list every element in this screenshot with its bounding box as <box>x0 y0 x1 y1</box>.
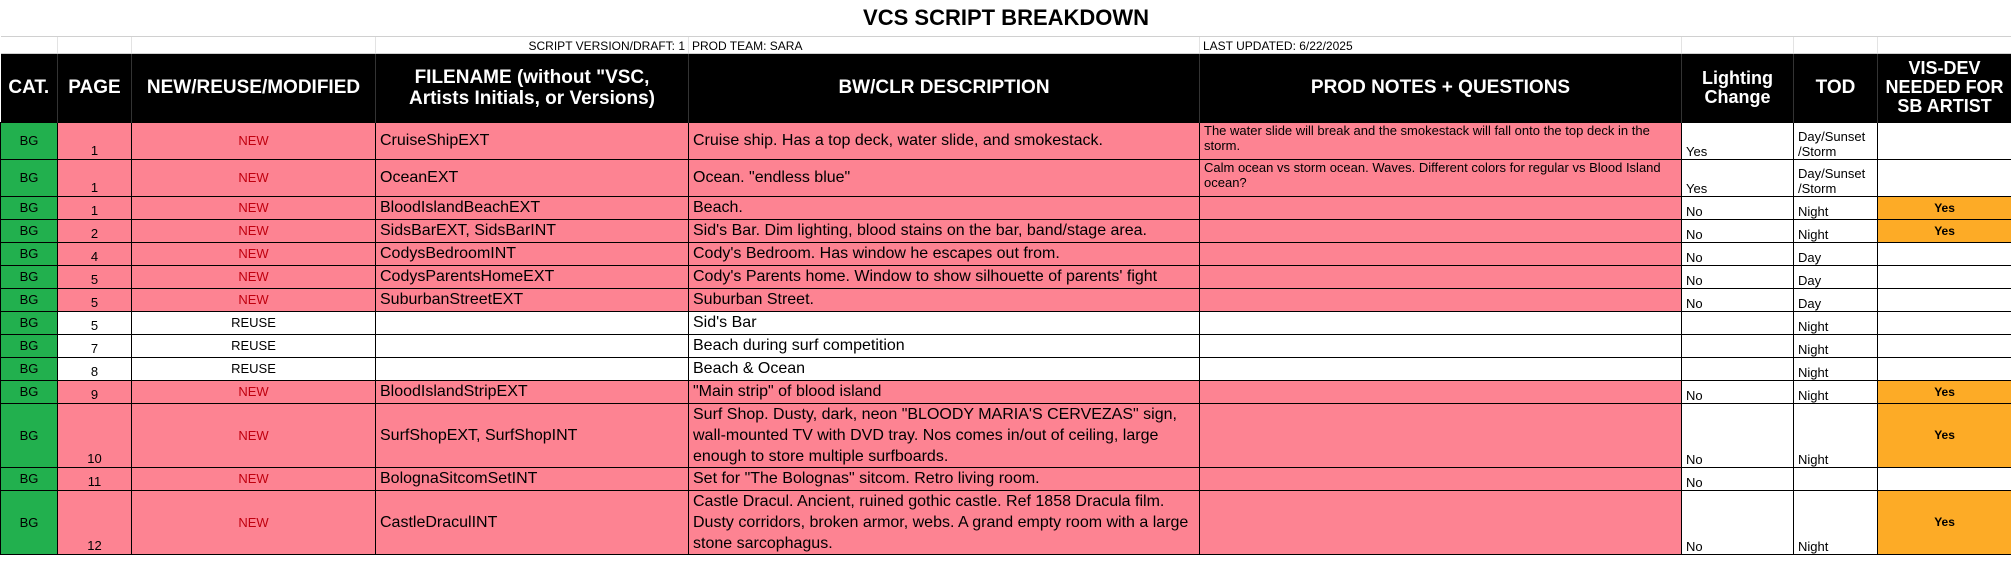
last-updated[interactable]: LAST UPDATED: 6/22/2025 <box>1200 36 1682 53</box>
cell-category[interactable]: BG <box>1 219 58 242</box>
cell-notes[interactable] <box>1200 490 1682 554</box>
header-lighting[interactable] <box>1682 53 1794 122</box>
cell-filename[interactable] <box>376 311 689 334</box>
cell-tod[interactable]: Night <box>1794 357 1878 380</box>
cell-lighting-change[interactable]: Yes <box>1682 122 1794 159</box>
table-row <box>1 265 2011 288</box>
cell-visdev[interactable] <box>1878 357 2011 380</box>
cell-visdev[interactable]: Yes <box>1878 403 2011 467</box>
cell-category[interactable]: BG <box>1 357 58 380</box>
table-row <box>1 490 2011 554</box>
cell-tod[interactable]: Day/Sunset /Storm <box>1794 159 1878 196</box>
cell-visdev[interactable] <box>1878 122 2011 159</box>
cell-category[interactable]: BG <box>1 242 58 265</box>
cell-category[interactable]: BG <box>1 196 58 219</box>
cell-page[interactable]: 11 <box>58 467 132 490</box>
cell-visdev[interactable] <box>1878 265 2011 288</box>
cell-category[interactable]: BG <box>1 334 58 357</box>
cell-description[interactable]: Ocean. "endless blue" <box>689 159 1200 196</box>
table-row <box>1 380 2011 403</box>
cell-status[interactable]: REUSE <box>132 311 376 334</box>
header-filename-line2: Artists Initials, or Versions) <box>408 87 656 109</box>
table-row <box>1 219 2011 242</box>
header-cat[interactable]: CAT. <box>1 53 58 122</box>
cell-description[interactable]: Cody's Parents home. Window to show silhouette of parents' fight <box>689 265 1200 288</box>
cell-lighting-change[interactable]: No <box>1682 490 1794 554</box>
cell-filename[interactable]: BolognaSitcomSetINT <box>376 467 689 490</box>
cell-category[interactable]: BG <box>1 467 58 490</box>
table-row <box>1 334 2011 357</box>
cell-status[interactable]: NEW <box>132 288 376 311</box>
header-notes[interactable]: PROD NOTES + QUESTIONS <box>1200 53 1682 122</box>
cell-filename[interactable] <box>376 334 689 357</box>
cell-notes[interactable] <box>1200 357 1682 380</box>
cell-tod[interactable]: Day/Sunset /Storm <box>1794 122 1878 159</box>
cell-description[interactable]: Beach during surf competition <box>689 334 1200 357</box>
header-visdev-line3: SB ARTIST <box>1897 96 1992 116</box>
cell-status[interactable]: NEW <box>132 159 376 196</box>
meta-cell[interactable] <box>1794 36 1878 53</box>
cell-category[interactable]: BG <box>1 490 58 554</box>
cell-status[interactable]: NEW <box>132 196 376 219</box>
cell-description[interactable]: Cruise ship. Has a top deck, water slide, and smokestack. <box>689 122 1200 159</box>
cell-status[interactable]: NEW <box>132 380 376 403</box>
cell-lighting-change[interactable]: No <box>1682 242 1794 265</box>
cell-notes[interactable] <box>1200 334 1682 357</box>
header-lighting-line1: Lighting <box>1702 67 1773 88</box>
cell-page[interactable]: 12 <box>58 490 132 554</box>
cell-page[interactable]: 5 <box>58 288 132 311</box>
cell-tod[interactable]: Night <box>1794 403 1878 467</box>
header-visdev-line2: NEEDED FOR <box>1885 77 2004 97</box>
cell-lighting-change[interactable] <box>1682 334 1794 357</box>
cell-page[interactable]: 8 <box>58 357 132 380</box>
cell-status[interactable]: NEW <box>132 467 376 490</box>
cell-status[interactable]: NEW <box>132 219 376 242</box>
cell-status[interactable]: NEW <box>132 265 376 288</box>
cell-tod[interactable] <box>1794 467 1878 490</box>
cell-page[interactable]: 5 <box>58 311 132 334</box>
cell-status[interactable]: NEW <box>132 490 376 554</box>
cell-page[interactable]: 1 <box>58 196 132 219</box>
cell-status[interactable]: NEW <box>132 403 376 467</box>
cell-lighting-change[interactable]: No <box>1682 380 1794 403</box>
prod-team[interactable]: PROD TEAM: SARA <box>689 36 1200 53</box>
cell-visdev[interactable] <box>1878 288 2011 311</box>
table-row <box>1 159 2011 196</box>
cell-tod[interactable]: Night <box>1794 334 1878 357</box>
cell-notes[interactable] <box>1200 467 1682 490</box>
cell-tod[interactable]: Night <box>1794 311 1878 334</box>
cell-visdev[interactable] <box>1878 242 2011 265</box>
cell-lighting-change[interactable]: No <box>1682 288 1794 311</box>
header-description[interactable]: BW/CLR DESCRIPTION <box>689 53 1200 122</box>
cell-page[interactable]: 1 <box>58 122 132 159</box>
cell-filename[interactable]: SurfShopEXT, SurfShopINT <box>376 403 689 467</box>
table-row <box>1 122 2011 159</box>
cell-lighting-change[interactable]: No <box>1682 265 1794 288</box>
cell-visdev[interactable]: Yes <box>1878 196 2011 219</box>
cell-description[interactable]: Beach & Ocean <box>689 357 1200 380</box>
cell-visdev[interactable]: Yes <box>1878 490 2011 554</box>
meta-cell[interactable] <box>1 36 58 53</box>
cell-lighting-change[interactable]: No <box>1682 219 1794 242</box>
cell-description[interactable]: Sid's Bar. Dim lighting, blood stains on the bar, band/stage area. <box>689 219 1200 242</box>
sheet-title[interactable]: VCS SCRIPT BREAKDOWN <box>1 0 2011 36</box>
table-row <box>1 242 2011 265</box>
breakdown-rows <box>1 122 2011 554</box>
cell-notes[interactable] <box>1200 196 1682 219</box>
header-visdev-line1: VIS-DEV <box>1908 58 1981 78</box>
cell-visdev[interactable] <box>1878 467 2011 490</box>
cell-tod[interactable]: Night <box>1794 219 1878 242</box>
cell-lighting-change[interactable]: Yes <box>1682 159 1794 196</box>
cell-filename[interactable]: OceanEXT <box>376 159 689 196</box>
cell-status[interactable]: NEW <box>132 122 376 159</box>
table-row <box>1 288 2011 311</box>
cell-lighting-change[interactable] <box>1682 311 1794 334</box>
header-filename[interactable] <box>376 53 689 122</box>
cell-visdev[interactable] <box>1878 159 2011 196</box>
cell-page[interactable]: 7 <box>58 334 132 357</box>
cell-tod[interactable]: Day <box>1794 265 1878 288</box>
table-row <box>1 467 2011 490</box>
cell-category[interactable]: BG <box>1 380 58 403</box>
cell-filename[interactable]: CodysBedroomINT <box>376 242 689 265</box>
meta-cell[interactable] <box>1682 36 1794 53</box>
cell-description[interactable]: Surf Shop. Dusty, dark, neon "BLOODY MARIA'S CERVEZAS" sign, wall-mounted TV with DVD tray. Nos comes in/out of ceiling, large enough to store multiple surfboards. <box>689 403 1200 467</box>
cell-status[interactable]: REUSE <box>132 357 376 380</box>
header-lighting-line2: Change <box>1704 86 1771 107</box>
cell-notes[interactable]: Calm ocean vs storm ocean. Waves. Different colors for regular vs Blood Island ocean? <box>1200 159 1682 196</box>
cell-description[interactable]: "Main strip" of blood island <box>689 380 1200 403</box>
cell-category[interactable]: BG <box>1 159 58 196</box>
cell-filename[interactable]: BloodIslandStripEXT <box>376 380 689 403</box>
cell-notes[interactable] <box>1200 403 1682 467</box>
cell-description[interactable]: Beach. <box>689 196 1200 219</box>
meta-cell[interactable] <box>132 36 376 53</box>
cell-notes[interactable] <box>1200 219 1682 242</box>
table-row <box>1 311 2011 334</box>
cell-notes[interactable] <box>1200 311 1682 334</box>
cell-notes[interactable]: The water slide will break and the smokestack will fall onto the top deck in the storm. <box>1200 122 1682 159</box>
cell-page[interactable]: 1 <box>58 159 132 196</box>
meta-cell[interactable] <box>1878 36 2011 53</box>
cell-filename[interactable]: CruiseShipEXT <box>376 122 689 159</box>
cell-visdev[interactable] <box>1878 311 2011 334</box>
cell-page[interactable]: 5 <box>58 265 132 288</box>
cell-filename[interactable] <box>376 357 689 380</box>
meta-cell[interactable] <box>58 36 132 53</box>
cell-description[interactable]: Cody's Bedroom. Has window he escapes out from. <box>689 242 1200 265</box>
cell-filename[interactable]: SidsBarEXT, SidsBarINT <box>376 219 689 242</box>
cell-notes[interactable] <box>1200 265 1682 288</box>
cell-tod[interactable]: Night <box>1794 380 1878 403</box>
table-row <box>1 403 2011 467</box>
cell-status[interactable]: REUSE <box>132 334 376 357</box>
cell-notes[interactable] <box>1200 380 1682 403</box>
cell-category[interactable]: BG <box>1 265 58 288</box>
cell-filename[interactable]: BloodIslandBeachEXT <box>376 196 689 219</box>
cell-notes[interactable] <box>1200 288 1682 311</box>
script-version[interactable]: SCRIPT VERSION/DRAFT: 1 <box>376 36 689 53</box>
table-row <box>1 196 2011 219</box>
cell-category[interactable]: BG <box>1 403 58 467</box>
cell-tod[interactable]: Day <box>1794 288 1878 311</box>
cell-lighting-change[interactable]: No <box>1682 467 1794 490</box>
cell-filename[interactable]: CastleDraculINT <box>376 490 689 554</box>
header-tod[interactable]: TOD <box>1794 53 1878 122</box>
cell-description[interactable]: Suburban Street. <box>689 288 1200 311</box>
cell-filename[interactable]: SuburbanStreetEXT <box>376 288 689 311</box>
cell-tod[interactable]: Day <box>1794 242 1878 265</box>
cell-status[interactable]: NEW <box>132 242 376 265</box>
cell-page[interactable]: 2 <box>58 219 132 242</box>
cell-visdev[interactable] <box>1878 334 2011 357</box>
cell-description[interactable]: Set for "The Bolognas" sitcom. Retro living room. <box>689 467 1200 490</box>
cell-category[interactable]: BG <box>1 122 58 159</box>
cell-description[interactable]: Sid's Bar <box>689 311 1200 334</box>
cell-lighting-change[interactable]: No <box>1682 403 1794 467</box>
table-row <box>1 357 2011 380</box>
cell-description[interactable]: Castle Dracul. Ancient, ruined gothic castle. Ref 1858 Dracula film. Dusty corridors, broken armor, webs. A grand empty room with a large stone sarcophagus. <box>689 490 1200 554</box>
cell-page[interactable]: 4 <box>58 242 132 265</box>
cell-visdev[interactable]: Yes <box>1878 380 2011 403</box>
cell-tod[interactable]: Night <box>1794 196 1878 219</box>
header-status[interactable]: NEW/REUSE/MODIFIED <box>132 53 376 122</box>
cell-lighting-change[interactable] <box>1682 357 1794 380</box>
header-filename-line1: FILENAME (without "VSC, <box>414 66 650 88</box>
cell-notes[interactable] <box>1200 242 1682 265</box>
header-page[interactable]: PAGE <box>58 53 132 122</box>
cell-category[interactable]: BG <box>1 311 58 334</box>
cell-page[interactable]: 10 <box>58 403 132 467</box>
cell-filename[interactable]: CodysParentsHomeEXT <box>376 265 689 288</box>
header-visdev[interactable] <box>1878 53 2011 122</box>
cell-category[interactable]: BG <box>1 288 58 311</box>
cell-visdev[interactable]: Yes <box>1878 219 2011 242</box>
cell-page[interactable]: 9 <box>58 380 132 403</box>
cell-tod[interactable]: Night <box>1794 490 1878 554</box>
cell-lighting-change[interactable]: No <box>1682 196 1794 219</box>
